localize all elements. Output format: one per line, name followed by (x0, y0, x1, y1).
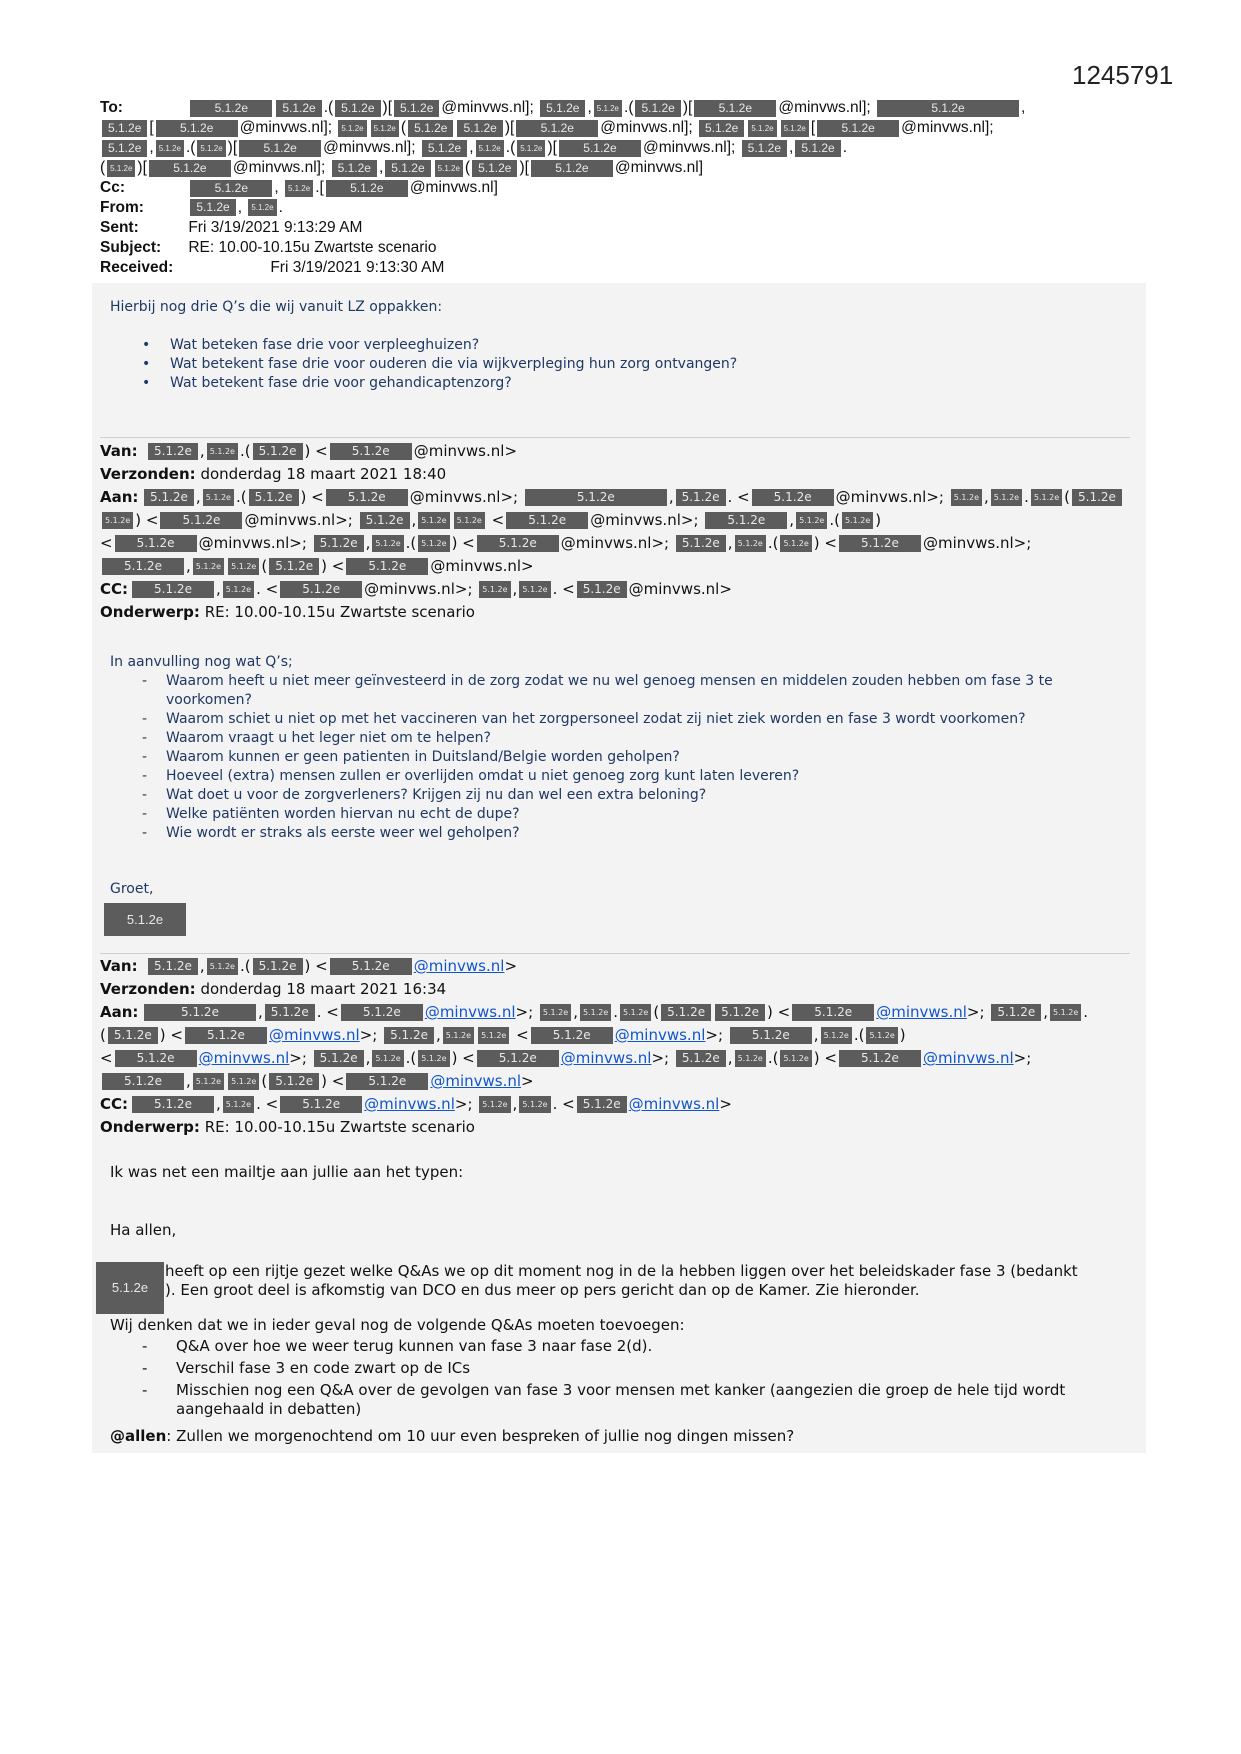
allen-mention: @allen (110, 1427, 167, 1445)
email-domain: @minvws.nl (835, 488, 927, 506)
redaction: 5.1.2e (577, 581, 627, 598)
redaction: 5.1.2e (694, 100, 776, 117)
redaction: 5.1.2e (839, 535, 921, 552)
redaction: 5.1.2e (821, 1027, 852, 1044)
cc-label: Cc: (100, 179, 125, 197)
redaction: 5.1.2e (418, 512, 449, 529)
redaction: 5.1.2e (817, 120, 899, 137)
aan-line: Aan: 5.1.2e , 5.1.2e . < 5.1.2e @minvws.nl>; 5.1.2e , 5.1.2e . 5.1.2e ( 5.1.2e 5.1.2e ) < 5.1.2e @minvws.nl>; 5.1.2e , 5.1.2e . (100, 1001, 1140, 1024)
message1-bullets (110, 336, 1130, 393)
redaction: 5.1.2e (525, 489, 667, 506)
redaction: 5.1.2e (676, 1050, 726, 1067)
onderwerp-line (100, 1116, 1140, 1139)
from-label: From: (100, 199, 144, 216)
sent-label: Sent: (100, 219, 139, 237)
redaction: 5.1.2e (661, 1004, 711, 1021)
redaction: 5.1.2e (540, 100, 585, 117)
email-domain: @minvws.nl (430, 557, 522, 575)
from-line: From: 5.1.2e , 5.1.2e . (100, 199, 283, 216)
email-domain: @minvws.nl (198, 534, 290, 552)
redaction: 5.1.2e (249, 489, 299, 506)
greeting: Groet, (110, 881, 154, 897)
subject-line (100, 238, 1140, 258)
redaction: 5.1.2e (190, 199, 235, 216)
redaction: 5.1.2e (197, 140, 225, 157)
redaction: 5.1.2e (156, 120, 238, 137)
redaction: 5.1.2e (477, 535, 559, 552)
redaction: 5.1.2e (314, 1050, 364, 1067)
redaction: 5.1.2e (280, 581, 362, 598)
email-link[interactable]: @minvws.nl (198, 1049, 290, 1067)
redaction: 5.1.2e (519, 581, 550, 598)
redaction: 5.1.2e (148, 443, 198, 460)
redaction: 5.1.2e (1031, 489, 1062, 506)
redaction: 5.1.2e (371, 120, 399, 137)
onderwerp-value: RE: 10.00-10.15u Zwartste scenario (204, 1118, 475, 1136)
qa-item: - Q&A over hoe we weer terug kunnen van fase 3 naar fase 2(d). (110, 1337, 1140, 1356)
redaction: 5.1.2e (577, 1096, 627, 1113)
email-link[interactable]: @minvws.nl (560, 1049, 652, 1067)
redaction: 5.1.2e (418, 535, 449, 552)
redaction: 5.1.2e (144, 1004, 256, 1021)
subject-value: RE: 10.00-10.15u Zwartste scenario (188, 239, 437, 256)
redaction: 5.1.2e (780, 535, 811, 552)
redaction: 5.1.2e (102, 558, 184, 575)
redaction: 5.1.2e (346, 558, 428, 575)
allen-text: : Zullen we morgenochtend om 10 uur even bespreken of jullie nog dingen missen? (166, 1427, 795, 1445)
aan-line: Aan: 5.1.2e , 5.1.2e .( 5.1.2e ) < 5.1.2e @minvws.nl>; 5.1.2e , 5.1.2e . < 5.1.2e @minvws.nl>; 5.1.2e , 5.1.2e . 5.1.2e ( 5.1.2e (100, 486, 1140, 509)
redaction: 5.1.2e (457, 120, 502, 137)
aan-label: Aan: (100, 1003, 139, 1021)
email-link[interactable]: @minvws.nl (268, 1026, 360, 1044)
redaction: 5.1.2e (132, 1096, 214, 1113)
redaction: 5.1.2e (866, 1027, 897, 1044)
redaction: 5.1.2e (190, 180, 272, 197)
to-label: To: (100, 99, 123, 117)
redaction: 5.1.2e (408, 120, 453, 137)
redaction: 5.1.2e (239, 140, 321, 157)
redaction: 5.1.2e (108, 1027, 158, 1044)
redaction: 5.1.2e (203, 489, 234, 506)
redaction: 5.1.2e (149, 160, 231, 177)
redaction: 5.1.2e (796, 512, 827, 529)
question-item: - Waarom schiet u niet op met het vaccineren van het zorgpersoneel zodat zij niet ziek worden en fase 3 wordt voorkomen? (110, 710, 1140, 729)
divider (100, 953, 1130, 954)
question-item: - Welke patiënten worden hiervan nu echt de dupe? (110, 805, 1140, 824)
redaction: 5.1.2e (540, 1004, 571, 1021)
verzonden-label: Verzonden: (100, 465, 196, 483)
redaction: 5.1.2e (951, 489, 982, 506)
redaction: 5.1.2e (443, 1027, 474, 1044)
aan-label: Aan: (100, 488, 139, 506)
question-item: - Waarom kunnen er geen patienten in Duitsland/Belgie worden geholpen? (110, 748, 1140, 767)
redaction: 5.1.2e (102, 512, 133, 529)
email-link[interactable]: @minvws.nl (876, 1003, 967, 1021)
email-domain: @minvws.nl (628, 580, 720, 598)
redaction: 5.1.2e (780, 1050, 811, 1067)
email-domain: @minvws.nl (441, 99, 526, 116)
redaction: 5.1.2e (479, 581, 510, 598)
email-domain: @minvws.nl (413, 442, 505, 460)
email-domain: @minvws.nl (409, 488, 501, 506)
redaction: 5.1.2e (479, 1096, 510, 1113)
redaction: 5.1.2e (476, 140, 504, 157)
verzonden-line (100, 463, 1140, 486)
redaction: 5.1.2e (752, 489, 834, 506)
redaction: 5.1.2e (269, 558, 319, 575)
onderwerp-line (100, 601, 1140, 624)
email-domain: @minvws.nl (590, 511, 681, 529)
van-line: Van: 5.1.2e , 5.1.2e .( 5.1.2e ) < 5.1.2e @minvws.nl> (100, 955, 1140, 978)
message3-para-b: ). Een groot deel is afkomstig van DCO en dus meer op pers gericht dan op de Kamer. Zie hieronder. (165, 1281, 920, 1299)
cc-label: CC: (100, 580, 129, 598)
signature-redaction: 5.1.2e (104, 903, 186, 936)
message2-questions (110, 672, 1140, 843)
message2-intro: In aanvulling nog wat Q’s; (110, 654, 293, 670)
email-link[interactable]: @minvws.nl (614, 1026, 706, 1044)
redaction: 5.1.2e (580, 1004, 611, 1021)
redaction: 5.1.2e (314, 535, 364, 552)
redaction: 5.1.2e (516, 120, 598, 137)
divider (100, 437, 1130, 438)
verzonden-line (100, 978, 1140, 1001)
van-label: Van: (100, 442, 138, 460)
email-domain: @minvws.nl (364, 580, 455, 598)
redaction: 5.1.2e (478, 1027, 509, 1044)
message3-greeting: Ha allen, (110, 1221, 177, 1239)
email-link[interactable]: @minvws.nl (424, 1003, 516, 1021)
email-domain: @minvws.nl (560, 534, 652, 552)
email-domain: @minvws.nl (778, 99, 863, 116)
redaction: 5.1.2e (531, 1027, 613, 1044)
redaction: 5.1.2e (781, 120, 809, 137)
cc-line: CC: 5.1.2e , 5.1.2e . < 5.1.2e @minvws.nl>; 5.1.2e , 5.1.2e . < 5.1.2e @minvws.nl> (100, 578, 1140, 601)
redaction: 5.1.2e (839, 1050, 921, 1067)
redaction: 5.1.2e (276, 100, 321, 117)
redaction: 5.1.2e (594, 100, 622, 117)
redaction: 5.1.2e (156, 140, 184, 157)
verzonden-value: donderdag 18 maart 2021 18:40 (200, 465, 447, 483)
question-item: - Wat doet u voor de zorgverleners? Krijgen zij nu dan wel een extra beloning? (110, 786, 1140, 805)
redaction: 5.1.2e (102, 140, 147, 157)
email-domain: @minvws.nl (614, 159, 699, 176)
email-link[interactable]: @minvws.nl (413, 957, 505, 975)
redaction: 5.1.2e (730, 1027, 812, 1044)
redaction: 5.1.2e (372, 535, 403, 552)
redaction: 5.1.2e (102, 1073, 184, 1090)
redaction: 5.1.2e (715, 1004, 765, 1021)
verzonden-label: Verzonden: (100, 980, 196, 998)
redaction: 5.1.2e (735, 1050, 766, 1067)
redaction: 5.1.2e (253, 443, 303, 460)
person-redaction: 5.1.2e (96, 1262, 164, 1314)
redaction: 5.1.2e (620, 1004, 651, 1021)
redaction: 5.1.2e (335, 100, 380, 117)
qa-item: - Verschil fase 3 en code zwart op de ICs (110, 1359, 1140, 1378)
question-item: - Hoeveel (extra) mensen zullen er overlijden omdat u niet genoeg zorg kunt laten leveren? (110, 767, 1140, 786)
redaction: 5.1.2e (280, 1096, 362, 1113)
email-domain: @minvws.nl (244, 511, 336, 529)
qa-item: - Misschien nog een Q&A over de gevolgen van fase 3 voor mensen met kanker (aangezien die groep de hele tijd wordt aangehaald in debatten) (110, 1381, 1140, 1419)
redaction: 5.1.2e (531, 160, 613, 177)
redaction: 5.1.2e (385, 160, 430, 177)
redaction: 5.1.2e (193, 1073, 224, 1090)
redaction: 5.1.2e (1072, 489, 1122, 506)
redaction: 5.1.2e (148, 958, 198, 975)
redaction: 5.1.2e (102, 120, 147, 137)
redaction: 5.1.2e (160, 512, 242, 529)
message3-para-a: heeft op een rijtje gezet welke Q&As we op dit moment nog in de la hebben liggen over het beleidskader fase 3 (bedankt (165, 1262, 1078, 1280)
redaction: 5.1.2e (877, 100, 1019, 117)
redaction: 5.1.2e (394, 100, 439, 117)
email-domain: @minvws.nl (239, 119, 324, 136)
bullet-item: • Wat betekent fase drie voor ouderen die via wijkverpleging hun zorg ontvangen? (110, 355, 1130, 374)
sent-line (100, 218, 1140, 238)
redaction: 5.1.2e (477, 1050, 559, 1067)
redaction: 5.1.2e (338, 120, 366, 137)
redaction: 5.1.2e (223, 1096, 254, 1113)
onderwerp-value: RE: 10.00-10.15u Zwartste scenario (204, 603, 475, 621)
received-value: Fri 3/19/2021 9:13:30 AM (270, 259, 445, 276)
email-domain: @minvws.nl (600, 119, 685, 136)
redaction: 5.1.2e (635, 100, 680, 117)
redaction: 5.1.2e (517, 140, 545, 157)
redaction: 5.1.2e (519, 1096, 550, 1113)
redaction: 5.1.2e (991, 489, 1022, 506)
redaction: 5.1.2e (360, 512, 410, 529)
message3-line3: Wij denken dat we in ieder geval nog de volgende Q&As moeten toevoegen: (110, 1316, 685, 1334)
redaction: 5.1.2e (676, 489, 726, 506)
redaction: 5.1.2e (330, 443, 412, 460)
redaction: 5.1.2e (207, 443, 238, 460)
email-domain: @minvws.nl (901, 119, 985, 136)
redaction: 5.1.2e (326, 180, 408, 197)
verzonden-value: donderdag 18 maart 2021 16:34 (200, 980, 447, 998)
redaction: 5.1.2e (418, 1050, 449, 1067)
redaction: 5.1.2e (248, 199, 276, 216)
redaction: 5.1.2e (699, 120, 744, 137)
redaction: 5.1.2e (269, 1073, 319, 1090)
redaction: 5.1.2e (223, 581, 254, 598)
allen-line (110, 1427, 1130, 1446)
cc-line: Cc: 5.1.2e , 5.1.2e .[ 5.1.2e @minvws.nl] (100, 179, 498, 197)
redaction: 5.1.2e (132, 581, 214, 598)
redaction: 5.1.2e (265, 1004, 315, 1021)
message3-line1: Ik was net een mailtje aan jullie aan het typen: (110, 1163, 464, 1181)
question-item: - Waarom vraagt u het leger niet om te helpen? (110, 729, 1140, 748)
onderwerp-label: Onderwerp: (100, 603, 200, 621)
redaction: 5.1.2e (185, 1027, 267, 1044)
redaction: 5.1.2e (190, 100, 272, 117)
redaction: 5.1.2e (742, 140, 787, 157)
redaction: 5.1.2e (228, 558, 259, 575)
redaction: 5.1.2e (207, 958, 238, 975)
redaction: 5.1.2e (705, 512, 787, 529)
email-domain: @minvws.nl (232, 159, 317, 176)
redaction: 5.1.2e (144, 489, 194, 506)
to-line: To: 5.1.2e 5.1.2e .( 5.1.2e )[ 5.1.2e @minvws.nl]; 5.1.2e , 5.1.2e .( 5.1.2e )[ 5.1.2e @minvws.nl]; 5.1.2e , (100, 99, 1026, 117)
redaction: 5.1.2e (748, 120, 776, 137)
received-line (100, 258, 1140, 278)
redaction: 5.1.2e (346, 1073, 428, 1090)
bullet-item: • Wat beteken fase drie voor verpleeghuizen? (110, 336, 1130, 355)
document-number: 1245791 (1072, 60, 1174, 90)
redaction: 5.1.2e (285, 180, 313, 197)
message3-header: Van: 5.1.2e , 5.1.2e .( 5.1.2e ) < 5.1.2e @minvws.nl> Verzonden: donderdag 18 maart 2021 16:34 Aan: 5.1.2e , 5.1.2e . < 5.1.2e @minvws.nl>; 5.1.2e , 5.1.2e . 5.1.2e ( 5.1.2e 5.1.2e ) < 5.1.2e @minvws.nl>; 5.1.2e , 5.1.2e . ( 5.1.2e ) < 5.1.2e @minvws.nl>; 5.1.2e , 5.1.2e 5.1.2e < 5.1.2e @minvws.nl>; 5.1.2e , 5.1.2e .( 5.1.2e ) < 5.1.2e @minvws.nl>; 5.1.2e , 5.1.2e .( 5.1.2e ) < 5.1.2e @minvws.nl>; 5.1.2e , 5.1.2e .( 5.1.2e ) < 5.1.2e @minvws.nl>; 5.1.2e , 5.1.2e 5.1.2e ( 5.1.2e ) < 5.1.2e @minvws.nl> CC: 5.1.2e , 5.1.2e . < 5.1.2e @minvws.nl>; 5.1.2e , 5.1.2e . < 5.1.2e @minvws.nl> Onderwerp: RE: 10.00-10.15u Zwartste scenario (100, 955, 1140, 1139)
redaction: 5.1.2e (991, 1004, 1041, 1021)
email-link[interactable]: @minvws.nl (922, 1049, 1014, 1067)
redaction: 5.1.2e (193, 558, 224, 575)
redaction: 5.1.2e (842, 512, 873, 529)
subject-label: Subject: (100, 239, 162, 257)
redaction: 5.1.2e (795, 140, 840, 157)
cc-line: CC: 5.1.2e , 5.1.2e . < 5.1.2e @minvws.nl>; 5.1.2e , 5.1.2e . < 5.1.2e @minvws.nl> (100, 1093, 1140, 1116)
redaction: 5.1.2e (326, 489, 408, 506)
email-domain: @minvws.nl (922, 534, 1014, 552)
redaction: 5.1.2e (115, 535, 197, 552)
redaction: 5.1.2e (253, 958, 303, 975)
message2-header: Van: 5.1.2e , 5.1.2e .( 5.1.2e ) < 5.1.2e @minvws.nl> Verzonden: donderdag 18 maart 2021 18:40 Aan: 5.1.2e , 5.1.2e .( 5.1.2e ) < 5.1.2e @minvws.nl>; 5.1.2e , 5.1.2e . < 5.1.2e @minvws.nl>; 5.1.2e , 5.1.2e . 5.1.2e ( 5.1.2e 5.1.2e ) < 5.1.2e @minvws.nl>; 5.1.2e , 5.1.2e 5.1.2e < 5.1.2e @minvws.nl>; 5.1.2e , 5.1.2e .( 5.1.2e ) < 5.1.2e @minvws.nl>; 5.1.2e , 5.1.2e .( 5.1.2e ) < 5.1.2e @minvws.nl>; 5.1.2e , 5.1.2e .( 5.1.2e ) < 5.1.2e @minvws.nl>; 5.1.2e , 5.1.2e 5.1.2e ( 5.1.2e ) < 5.1.2e @minvws.nl> CC: 5.1.2e , 5.1.2e . < 5.1.2e @minvws.nl>; 5.1.2e , 5.1.2e . < 5.1.2e @minvws.nl> Onderwerp: RE: 10.00-10.15u Zwartste scenario (100, 440, 1140, 624)
received-label: Received: (100, 259, 174, 277)
redaction: 5.1.2e (472, 160, 517, 177)
van-label: Van: (100, 957, 138, 975)
redaction: 5.1.2e (735, 535, 766, 552)
redaction: 5.1.2e (676, 535, 726, 552)
redaction: 5.1.2e (559, 140, 641, 157)
email-link[interactable]: @minvws.nl (364, 1095, 455, 1113)
question-item: - Waarom heeft u niet meer geïnvesteerd in de zorg zodat we nu wel genoeg mensen en middelen zouden hebben om fase 3 te voorkomen? (110, 672, 1140, 710)
redaction: 5.1.2e (107, 160, 135, 177)
message3-items (110, 1337, 1140, 1419)
question-item: - Wie wordt er straks als eerste weer wel geholpen? (110, 824, 1140, 843)
email-link[interactable]: @minvws.nl (430, 1072, 522, 1090)
redaction: 5.1.2e (384, 1027, 434, 1044)
sent-value: Fri 3/19/2021 9:13:29 AM (188, 219, 363, 236)
redaction: 5.1.2e (115, 1050, 197, 1067)
redaction: 5.1.2e (422, 140, 467, 157)
email-domain: @minvws.nl (323, 139, 407, 156)
redaction: 5.1.2e (1050, 1004, 1081, 1021)
redaction: 5.1.2e (330, 958, 412, 975)
redaction: 5.1.2e (435, 160, 463, 177)
redaction: 5.1.2e (228, 1073, 259, 1090)
van-line: Van: 5.1.2e , 5.1.2e .( 5.1.2e ) < 5.1.2e @minvws.nl> (100, 440, 1140, 463)
email-link[interactable]: @minvws.nl (628, 1095, 720, 1113)
redaction: 5.1.2e (506, 512, 588, 529)
email-domain: @minvws.nl (409, 179, 494, 196)
redaction: 5.1.2e (341, 1004, 423, 1021)
onderwerp-label: Onderwerp: (100, 1118, 200, 1136)
redaction: 5.1.2e (372, 1050, 403, 1067)
message1-intro: Hierbij nog drie Q’s die wij vanuit LZ oppakken: (110, 299, 443, 315)
cc-label: CC: (100, 1095, 129, 1113)
email-domain: @minvws.nl (642, 139, 727, 156)
redaction: 5.1.2e (792, 1004, 874, 1021)
redaction: 5.1.2e (332, 160, 377, 177)
bullet-item: • Wat betekent fase drie voor gehandicaptenzorg? (110, 374, 1130, 393)
email-header: To: 5.1.2e 5.1.2e .( 5.1.2e )[ 5.1.2e @minvws.nl]; 5.1.2e , 5.1.2e .( 5.1.2e )[ 5.1.2e @minvws.nl]; 5.1.2e , 5.1.2e [ 5.1.2e @minvws.nl]; 5.1.2e 5.1.2e ( 5.1.2e 5.1.2e )[ 5.1.2e @minvws.nl]; 5.1.2e 5.1.2e 5.1.2e [ 5.1.2e @minvws.nl]; 5.1.2e , 5.1.2e .( 5.1.2e )[ 5.1.2e @minvws.nl]; 5.1.2e , 5.1.2e .( 5.1.2e )[ 5.1.2e @minvws.nl]; 5.1.2e , 5.1.2e . ( 5.1.2e )[ 5.1.2e @minvws.nl]; 5.1.2e , 5.1.2e 5.1.2e ( 5.1.2e )[ 5.1.2e @minvws.nl] Cc: 5.1.2e , 5.1.2e .[ 5.1.2e @minvws.nl] From: 5.1.2e , 5.1.2e . Sent: Fri 3/19/2021 9:13:29 AM Subject: RE: 10.00-10.15u Zwartste scenario Received: Fri 3/19/2021 9:13:30 AM (100, 98, 1140, 278)
redaction: 5.1.2e (454, 512, 485, 529)
